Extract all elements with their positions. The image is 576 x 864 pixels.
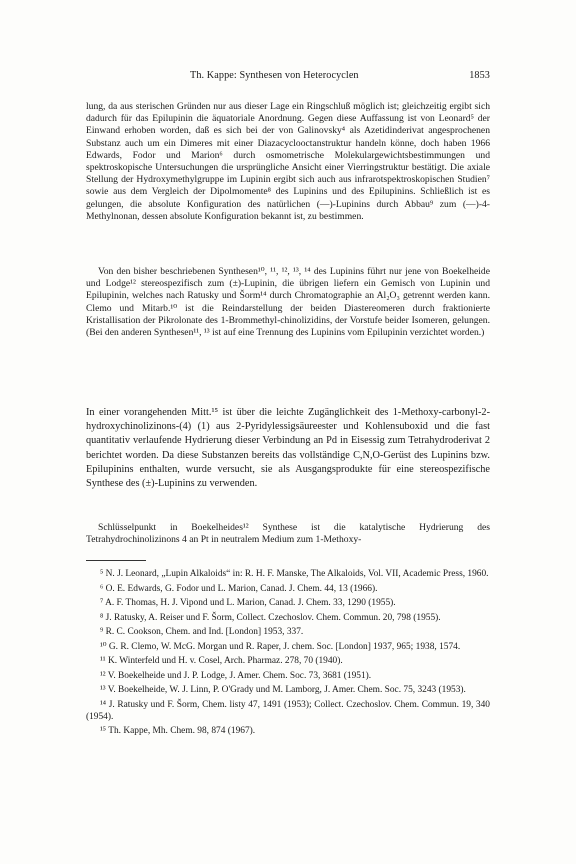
body-paragraph-3: In einer vorangehenden Mitt.¹⁵ ist über die leichte Zugänglichkeit des 1-Methoxy-carbonyl-2-hydroxychinolizinons-(4) (1) aus 2-Pyridylessigsäureester und Kohlensuboxid und die fast quantitativ verlaufende Hydrierung dieser Verbindung an Pd in Eisessig zum Tetrahydroderivat 2 berichtet worden. Da diese Substanzen bereits das vollständige C,N,O-Gerüst des Lupinins bzw. Epilupinins enthalten, wurde versucht, sie als Ausgangsprodukte für eine stereospezifische Synthese des (±)-Lupinins zu verwenden. [86, 407, 490, 490]
footnote-15: ¹⁵ Th. Kappe, Mh. Chem. 98, 874 (1967). [100, 726, 256, 736]
footnote-10: ¹⁰ G. R. Clemo, W. McG. Morgan und R. Raper, J. chem. Soc. [London] 1937, 965; 1938, 1574. [100, 641, 461, 652]
body-paragraph-4: Schlüsselpunkt in Boekelheides¹² Synthese ist die katalytische Hydrierung des Tetrahydrochinolizinons 4 an Pt in neutralem Medium zum 1-Methoxy- [86, 522, 490, 546]
footnote-12: ¹² V. Boekelheide und J. P. Lodge, J. Amer. Chem. Soc. 73, 3681 (1951). [100, 670, 372, 681]
footnote-6: ⁶ O. E. Edwards, G. Fodor und L. Marion, Canad. J. Chem. 44, 13 (1966). [100, 583, 378, 594]
body-paragraph-2: Von den bisher beschriebenen Synthesen¹⁰, ¹¹, ¹², ¹³, ¹⁴ des Lupinins führt nur jene von Boekelheide und Lodge¹² stereospezifisch zum (±)-Lupinin, die übrigen liefern ein Gemisch von Lupinin und Epilupinin, welches nach Ratusky und Šorm¹⁴ durch Chromatographie an Al₂O₃ getrennt werden kann. Clemo und Mitarb.¹⁰ ist die Reindarstellung der beiden Diastereomeren durch fraktionierte Kristallisation der Pikrolonate des 1-Brommethyl-chinolizidins, der Vorstufe beider Isomeren, gelungen. (Bei den anderen Synthesen¹¹, ¹³ ist auf eine Trennung des Lupinins vom Epilupinin verzichtet worden.) [86, 266, 490, 339]
page-number: 1853 [469, 70, 490, 81]
body-paragraph-1: lung, da aus sterischen Gründen nur aus dieser Lage ein Ringschluß möglich ist; gleichzeitig ergibt sich dadurch für das Epilupinin die äquatoriale Anordnung. Gegen diese Auffassung ist von Leonard⁵ der Einwand erhoben worden, daß es sich bei der von Galinovsky⁴ als Azetidinderivat angesprochenen Substanz auch um ein Dimeres mit einer Diazacyclooctanstruktur handeln könne, doch haben 1966 Edwards, Fodor und Marion⁶ durch osmometrische Molekulargewichtsbestimmungen und spektroskopische Untersuchungen die ursprüngliche Ansicht einer Vierringstruktur bestätigt. Die axiale Stellung der Hydroxymethylgruppe im Lupinin ergibt sich auch aus infrarotspektroskopischen Studien⁷ sowie aus dem Vergleich der Dipolmomente⁸ des Lupinins und des Epilupinins. Schließlich ist es gelungen, die absolute Konfiguration des natürlichen (—)-Lupinins durch Abbau⁹ zum (—)-4-Methylnonan, dessen absolute Konfiguration bekannt ist, zu bestimmen. [86, 101, 490, 222]
footnote-separator [86, 560, 146, 561]
footnote-5: ⁵ N. J. Leonard, „Lupin Alkaloids“ in: R. H. F. Manske, The Alkaloids, Vol. VII, Academic Press, 1960. [100, 569, 489, 579]
footnote-11: ¹¹ K. Winterfeld und H. v. Cosel, Arch. Pharmaz. 278, 70 (1940). [100, 656, 343, 666]
footnote-9: ⁹ R. C. Cookson, Chem. and Ind. [London] 1953, 337. [100, 627, 304, 637]
footnote-8: ⁸ J. Ratusky, A. Reiser und F. Šorm, Collect. Czechoslov. Chem. Commun. 20, 798 (1955). [100, 612, 441, 623]
footnote-14: ¹⁴ J. Ratusky und F. Šorm, Chem. listy 47, 1491 (1953); Collect. Czechoslov. Chem. Commun. 19, 340 (1954). [86, 699, 490, 722]
running-title: Th. Kappe: Synthesen von Heterocyclen [190, 70, 359, 81]
footnote-7: ⁷ A. F. Thomas, H. J. Vipond und L. Marion, Canad. J. Chem. 33, 1290 (1955). [100, 598, 396, 608]
footnote-13: ¹³ V. Boekelheide, W. J. Linn, P. O'Grady und M. Lamborg, J. Amer. Chem. Soc. 75, 3243 (1953). [100, 685, 466, 695]
footnotes-list [86, 568, 490, 740]
